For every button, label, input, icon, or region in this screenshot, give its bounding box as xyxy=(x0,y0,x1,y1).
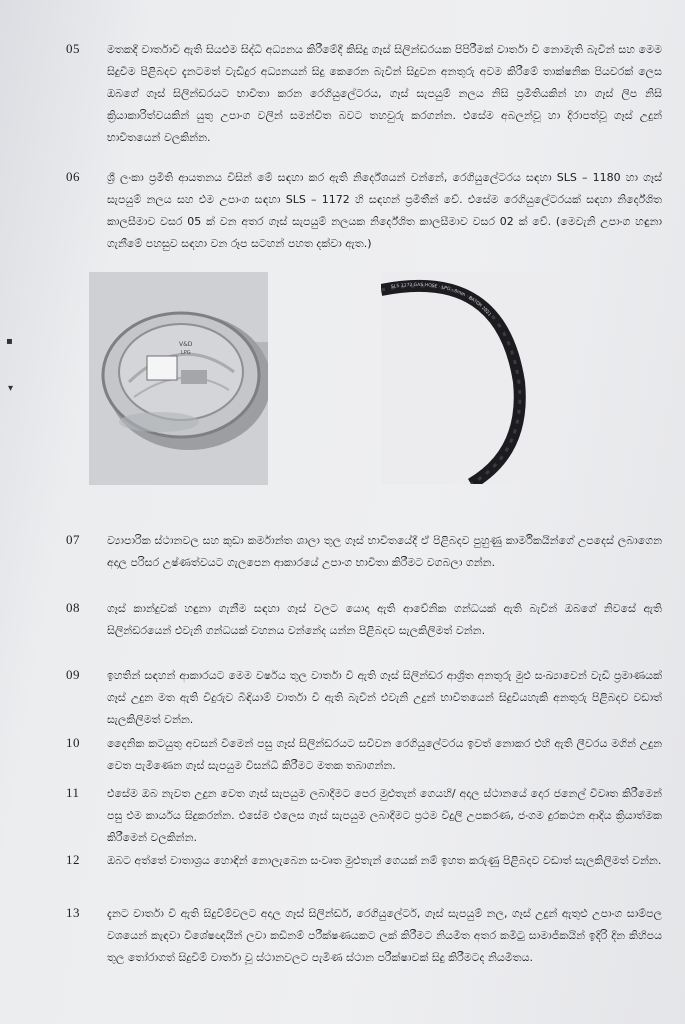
item-text: ව්‍යාපාරික ස්ථානවල සහ කුඩා කර්මාන්ත ශාලා තුල ගෑස් භාවිතයේදී ඒ පිළිබදව පුහුණු කාර්මිකයින්ගේ උපදෙස් ලබාගෙන අදාල පරිසර උෂ්ණත්වයට ගැලපෙන ආකාරයේ උපාංග භාවිතා කිරීමට වගබලා ගන්න. xyxy=(107,534,662,569)
item-text: දෛනික කටයුතු අවසන් වීමෙන් පසු ගෑස් සිලින්ඩරයට සවිවන රෙගියුලේටරය ඉවත් නොකර එහි ඇති ලීවරය මගින් උදුන වෙත පැමිණෙන ගෑස් සැපයුම විසන්ධි කිරීමට මතක තබාගන්න. xyxy=(107,737,662,772)
regulator-photo xyxy=(89,272,268,485)
item-text: ඉහතින් සඳහන් ආකාරයට මෙම වර්ෂය තුල වාර්තා වී ඇති ගෑස් සිලින්ඩර ආශ්‍රිත අනතුරු මුළු සංඛ්‍යාවෙන් වැඩි ප්‍රමාණයක් ගෑස් උදුන මත ඇති වීදුරුව බිඳියාම් වාර්තා වී ඇති බැවින් එවැනි උදුන් භාවිතයෙන් සිදුවියහැකි අනතුරු පිළිබදව වඩාත් සැලකිලිමත් වන්න. xyxy=(107,669,662,726)
item-number: 05 xyxy=(66,41,80,56)
hose-image xyxy=(381,272,559,484)
item-text: ගෑස් කාන්දුවක් හඳුනා ගැනීම සඳහා ගෑස් වලට යොදා ඇති ආවේනික ගන්ධයක් ඇති බැවින් ඔබගේ නිවසේ ඇති සිලින්ඩරයෙන් එවැනි ගන්ධයක් වහනය වන්නේද යන්න පිළිබදව සැලකිලිමත් වන්න. xyxy=(107,602,662,637)
item-number: 07 xyxy=(66,532,80,547)
item-number: 11 xyxy=(66,785,80,800)
scan-mark: ▪ xyxy=(6,336,13,347)
item-text: දැනට වාර්තා වී ඇති සිදුවීම්වලට අදාල ගෑස් සිලින්ඩර්, රෙගියුලේටර්, ගෑස් සැපයුම් නල, ගෑස් උදුන් ඇතුළු උපාංග සාම්පල වශයෙන් කැඳවා විශේෂඥයින් ලවා කඩිනම් පරීක්ෂණයකට ලක් කිරීමට නියමිත අතර කමිටු සාමාජිකයින් ඉදිරි දින කිහිපය තුල තෝරාගත් සිදුවීම් වාර්තා වූ ස්ථානවලට පැමිණ ස්ථාන පරීක්ෂාවක් සිදු කිරීමටද නියමිතය. xyxy=(107,907,662,964)
item-text: ඔබට අත්තේ වාතාශ්‍රය හොඳින් නොලැබෙන සංවෘත මුළුතැන් ගෙයක් නම් ඉහත කරුණු පිළිබදව වඩාත් සැලකිලිමත් වන්න. xyxy=(107,854,662,867)
hose-print-text: SLS 1172 GAS HOSE · LPG · 8mm · BATCH 2021 xyxy=(390,282,492,318)
item-number: 08 xyxy=(66,600,80,615)
item-text: මතකදී වාර්තාවී ඇති සියළුම සිද්ධි අධ්‍යනය කිරීමේදී කිසිදු ගෑස් සිලින්ඩරයක පිපිරීමක් වාර්තා වී නොමැති බැවින් සහ මෙම සිදුවීම පිළිබදව දැනටමත් වැඩිදුර අධ්‍යනයන් සිදු කෙරෙන බැවින් සිදුවන අනතුරු අවම කිරීමේ තාක්ෂනික පියවරක් ලෙස ඔබගේ ගෑස් සිලින්ඩරයට භාවිතා කරන රෙගියුලේටරය, ගෑස් සැපයුම් නලය නිසි ප්‍රමිතියකින් හා ගෑස් ලිප නිසි ක්‍රියාකාරිත්වයකින් යුතු උපාංග වලින් සමන්විත බවට තහවුරු කරගන්න. එසේම අබලන්වූ හා දිරාපත්වූ ගෑස් උදුන් භාවිතයෙන් වලකින්න. xyxy=(107,43,662,144)
item-number: 06 xyxy=(66,169,80,184)
item-number: 10 xyxy=(66,735,80,750)
regulator-image xyxy=(89,272,268,485)
item-text: එසේම ඔබ නැවත උදුන වෙත ගෑස් සැපයුම ලබාදීමට පෙර මුළුතැන් ගෙයහි/ අදාල ස්ථානයේ දොර ජනෙල් විවෘත කිරීමෙන් පසු එම කාර්යය සිදුකරන්න. එසේම එලෙස ගෑස් සැපයුම ලබාදීමට ප්‍රථම විදුලි උපකරණ, ජංගම දුරකථන ආදිය ක්‍රියාත්මක කිරීමෙන් වලකින්න. xyxy=(107,787,662,844)
item-number: 12 xyxy=(66,852,80,867)
item-number: 13 xyxy=(66,905,80,920)
scan-mark: ▾ xyxy=(8,383,14,394)
item-number: 09 xyxy=(66,667,80,682)
hose-photo xyxy=(381,272,559,484)
regulator-label-2: LPG xyxy=(181,350,191,356)
regulator-label-1: V&D xyxy=(179,341,193,348)
item-text: ශ්‍රී ලංකා ප්‍රමිති ආයතනය විසින් මේ සඳහා කර ඇති නිර්දේශයන් වන්නේ, රෙගියුලේටරය සඳහා SLS – 1180 හා ගෑස් සැපයුම් නලය සහ එම උපාංග සඳහා SLS – 1172 හි සඳහන් ප්‍රමිතීන් වේ. එසේම රෙගියුලේටරයක් සඳහා නිර්දේශිත කාලසීමාව වසර 05 ක් වන අතර ගෑස් සැපයුම් නලයක නිර්දේශිත කාලසීමාව වසර 02 ක් වේ. (මෙවැනි උපාංග හඳුනා ගැනීමේ පහසුව සඳහා වන රූප සටහන් පහත දක්වා ඇත.) xyxy=(107,171,662,250)
